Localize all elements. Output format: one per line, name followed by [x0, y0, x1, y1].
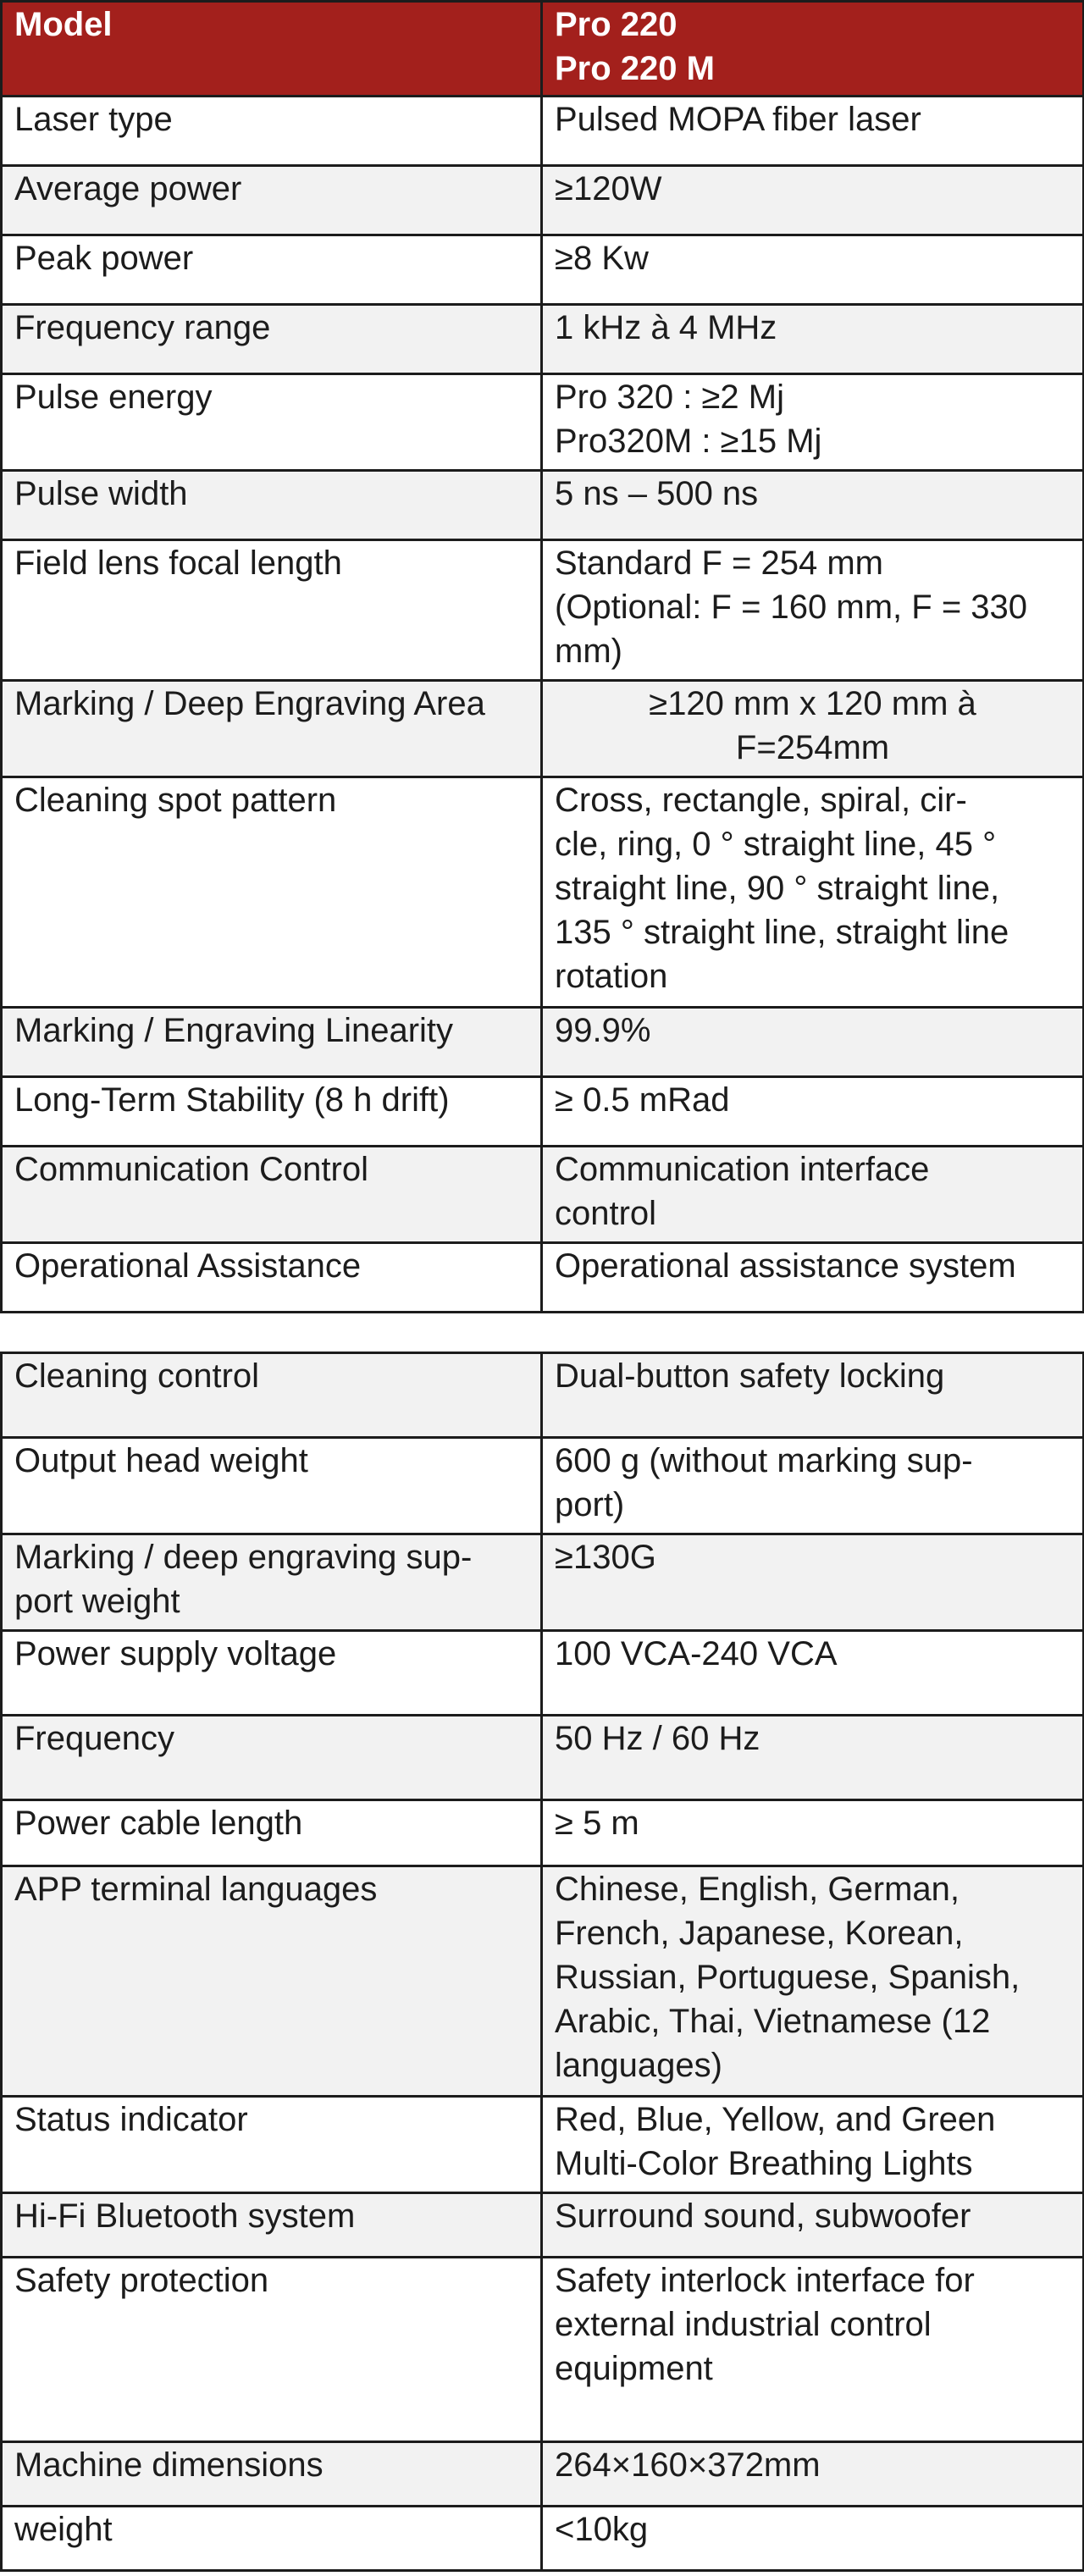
specs-table-secondary	[0, 1352, 1084, 2572]
table-row	[2, 777, 1084, 1008]
table-row	[2, 471, 1084, 540]
row-value: Operational assistance system	[542, 1243, 1084, 1313]
row-value: Cross, rectangle, spiral, cir- cle, ring, 0 ° straight line, 45 ° straight line, 90 ° straight line, 135 ° straight line, straight line rotation	[542, 777, 1084, 1008]
row-label: Power cable length	[2, 1800, 542, 1866]
row-value: Communication interface control	[542, 1147, 1084, 1243]
table-row	[2, 1353, 1084, 1438]
row-label: Power supply voltage	[2, 1631, 542, 1716]
table-row	[2, 305, 1084, 374]
row-label: Marking / Deep Engraving Area	[2, 681, 542, 777]
row-value: Chinese, English, German, French, Japanese, Korean, Russian, Portuguese, Spanish, Arabic, Thai, Vietnamese (12 languages)	[542, 1866, 1084, 2097]
table-row	[2, 1438, 1084, 1534]
row-label: Machine dimensions	[2, 2442, 542, 2507]
row-label: Hi-Fi Bluetooth system	[2, 2193, 542, 2258]
row-value: Pulsed MOPA fiber laser	[542, 97, 1084, 166]
row-label: Peak power	[2, 235, 542, 305]
row-label: Average power	[2, 166, 542, 235]
row-value: 50 Hz / 60 Hz	[542, 1716, 1084, 1800]
row-value: 100 VCA-240 VCA	[542, 1631, 1084, 1716]
table-row	[2, 1243, 1084, 1313]
header-value: Pro 220 Pro 220 M	[542, 2, 1084, 97]
row-value: ≥ 0.5 mRad	[542, 1077, 1084, 1147]
table-row	[2, 1077, 1084, 1147]
row-label: Pulse energy	[2, 374, 542, 471]
row-value: ≥120W	[542, 166, 1084, 235]
row-label: Operational Assistance	[2, 1243, 542, 1313]
table-row	[2, 1147, 1084, 1243]
row-label: weight	[2, 2507, 542, 2571]
row-label: Long-Term Stability (8 h drift)	[2, 1077, 542, 1147]
row-label: Communication Control	[2, 1147, 542, 1243]
row-value: Surround sound, subwoofer	[542, 2193, 1084, 2258]
row-label: Marking / Engraving Linearity	[2, 1008, 542, 1077]
table-row	[2, 374, 1084, 471]
table-row	[2, 1631, 1084, 1716]
row-value: ≥120 mm x 120 mm à F=254mm	[542, 681, 1084, 777]
row-label: Output head weight	[2, 1438, 542, 1534]
row-value: Safety interlock interface for external industrial control equipment	[542, 2258, 1084, 2442]
table-row	[2, 1800, 1084, 1866]
row-label: Status indicator	[2, 2097, 542, 2193]
row-value: 99.9%	[542, 1008, 1084, 1077]
table-row	[2, 540, 1084, 681]
row-label: Marking / deep engraving sup- port weight	[2, 1534, 542, 1631]
table-row	[2, 1534, 1084, 1631]
row-label: Frequency range	[2, 305, 542, 374]
table-row	[2, 2193, 1084, 2258]
table-row	[2, 2442, 1084, 2507]
row-label: APP terminal languages	[2, 1866, 542, 2097]
row-value: Red, Blue, Yellow, and Green Multi-Color Breathing Lights	[542, 2097, 1084, 2193]
table-row	[2, 1716, 1084, 1800]
header-label: Model	[2, 2, 542, 97]
table-row	[2, 2097, 1084, 2193]
row-value: 600 g (without marking sup- port)	[542, 1438, 1084, 1534]
table-header-row	[2, 2, 1084, 97]
table-row	[2, 681, 1084, 777]
row-label: Cleaning control	[2, 1353, 542, 1438]
row-label: Field lens focal length	[2, 540, 542, 681]
table-row	[2, 97, 1084, 166]
row-value: ≥ 5 m	[542, 1800, 1084, 1866]
row-value: 5 ns – 500 ns	[542, 471, 1084, 540]
row-label: Pulse width	[2, 471, 542, 540]
row-value: Dual-button safety locking	[542, 1353, 1084, 1438]
table-row	[2, 235, 1084, 305]
row-value: Standard F = 254 mm (Optional: F = 160 mm, F = 330 mm)	[542, 540, 1084, 681]
table-row	[2, 1866, 1084, 2097]
row-value: ≥8 Kw	[542, 235, 1084, 305]
table-row	[2, 2507, 1084, 2571]
row-value: 1 kHz à 4 MHz	[542, 305, 1084, 374]
row-label: Laser type	[2, 97, 542, 166]
table-row	[2, 166, 1084, 235]
row-value: <10kg	[542, 2507, 1084, 2571]
table-row	[2, 1008, 1084, 1077]
row-value: Pro 320 : ≥2 Mj Pro320M : ≥15 Mj	[542, 374, 1084, 471]
row-value: 264×160×372mm	[542, 2442, 1084, 2507]
table-row	[2, 2258, 1084, 2442]
row-label: Safety protection	[2, 2258, 542, 2442]
row-value: ≥130G	[542, 1534, 1084, 1631]
row-label: Frequency	[2, 1716, 542, 1800]
row-label: Cleaning spot pattern	[2, 777, 542, 1008]
